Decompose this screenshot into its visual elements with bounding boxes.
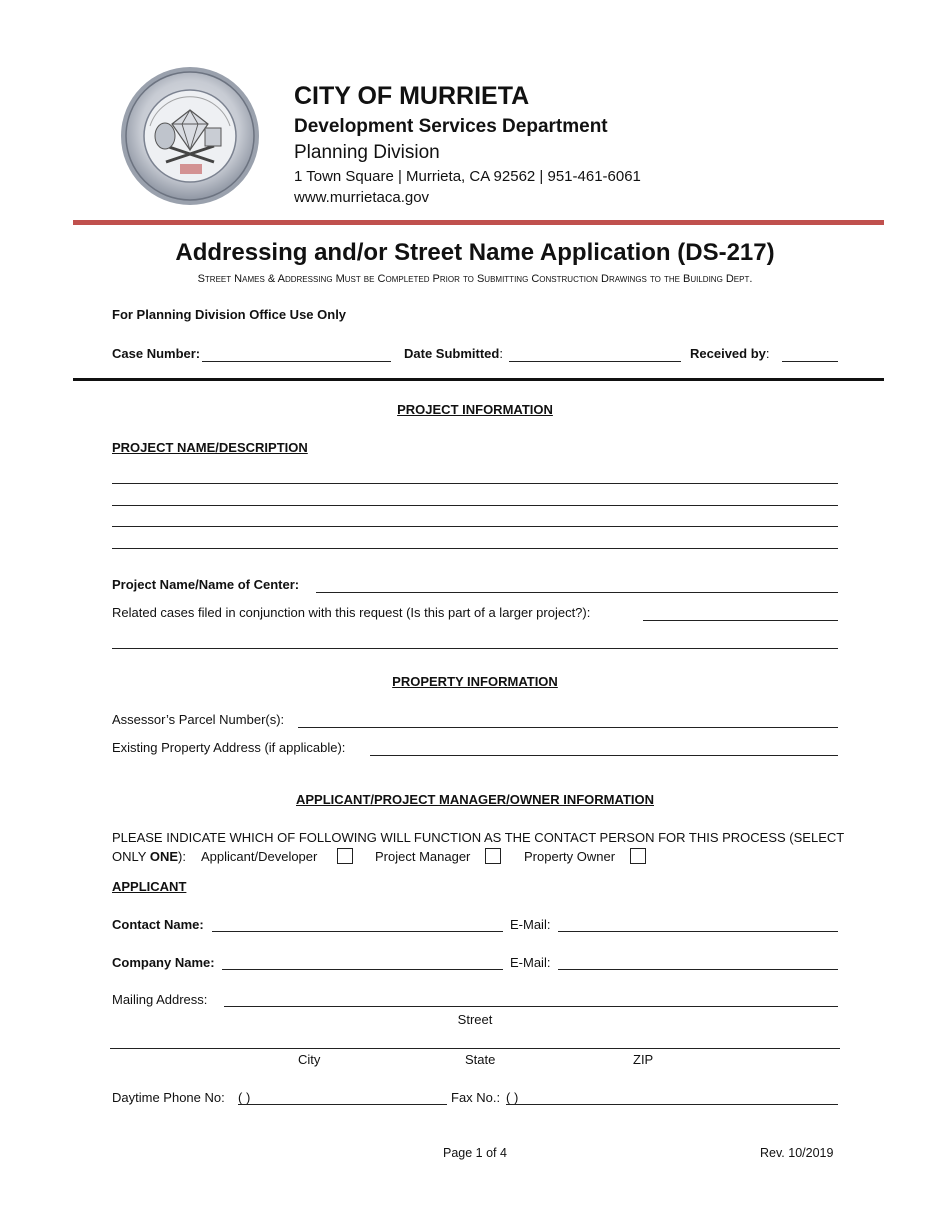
fax-field[interactable] <box>506 1104 838 1105</box>
contact-email-field[interactable] <box>558 931 838 932</box>
header-divider <box>73 220 884 225</box>
option-applicant-developer-checkbox[interactable] <box>337 848 353 864</box>
option-property-owner-label: Property Owner <box>524 849 616 864</box>
street-caption: Street <box>457 1012 493 1027</box>
org-address: 1 Town Square | Murrieta, CA 92562 | 951-461-6061 <box>294 168 641 185</box>
form-title: Addressing and/or Street Name Application (DS-217) <box>175 239 775 266</box>
project-info-section-title: PROJECT INFORMATION <box>397 402 553 417</box>
description-line[interactable] <box>112 483 838 484</box>
existing-address-field[interactable] <box>370 755 838 756</box>
option-property-owner-checkbox[interactable] <box>630 848 646 864</box>
project-name-description-heading: PROJECT NAME/DESCRIPTION <box>112 440 308 455</box>
office-use-heading: For Planning Division Office Use Only <box>112 307 347 322</box>
company-email-field[interactable] <box>558 969 838 970</box>
daytime-phone-area-code: ( ) <box>238 1090 251 1105</box>
city-caption: City <box>298 1052 321 1067</box>
zip-caption: ZIP <box>633 1052 654 1067</box>
description-line[interactable] <box>112 526 838 527</box>
revision-date: Rev. 10/2019 <box>760 1146 834 1160</box>
case-number-field[interactable] <box>202 361 391 362</box>
state-caption: State <box>465 1052 496 1067</box>
mailing-address-label: Mailing Address: <box>112 992 208 1007</box>
office-use-divider <box>73 378 884 381</box>
daytime-phone-label: Daytime Phone No: <box>112 1090 225 1105</box>
org-name: CITY OF MURRIETA <box>294 82 530 110</box>
option-project-manager-label: Project Manager <box>375 849 471 864</box>
department-name: Development Services Department <box>294 116 608 137</box>
form-subtitle: Street Names & Addressing Must be Completed Prior to Submitting Construction Drawings to the Building Dept. <box>197 273 753 285</box>
applicant-heading: APPLICANT <box>112 879 187 894</box>
daytime-phone-field[interactable] <box>238 1104 447 1105</box>
fax-area-code: ( ) <box>506 1090 519 1105</box>
apn-field[interactable] <box>298 727 838 728</box>
option-project-manager-checkbox[interactable] <box>485 848 501 864</box>
option-applicant-developer-label: Applicant/Developer <box>201 849 318 864</box>
related-cases-label: Related cases filed in conjunction with this request (Is this part of a larger project?): <box>112 605 591 620</box>
project-name-of-center-label: Project Name/Name of Center: <box>112 577 300 592</box>
case-number-label: Case Number: <box>112 346 201 361</box>
company-name-label: Company Name: <box>112 955 215 970</box>
division-name: Planning Division <box>294 142 440 163</box>
description-line[interactable] <box>112 505 838 506</box>
mailing-street-field[interactable] <box>224 1006 838 1007</box>
contact-email-label: E-Mail: <box>510 917 551 932</box>
org-website[interactable]: www.murrietaca.gov <box>294 189 430 206</box>
city-seal-logo <box>120 66 260 206</box>
apn-label: Assessor’s Parcel Number(s): <box>112 712 285 727</box>
project-name-of-center-field[interactable] <box>316 592 838 593</box>
company-name-field[interactable] <box>222 969 503 970</box>
company-email-label: E-Mail: <box>510 955 551 970</box>
contact-instruction-continued: ONLY ONE): <box>112 849 186 864</box>
existing-address-label: Existing Property Address (if applicable): <box>112 740 346 755</box>
date-submitted-label: Date Submitted: <box>404 346 503 361</box>
property-info-section-title: PROPERTY INFORMATION <box>392 674 558 689</box>
related-cases-field[interactable] <box>643 620 838 621</box>
received-by-field[interactable] <box>782 361 838 362</box>
contact-instruction: PLEASE INDICATE WHICH OF FOLLOWING WILL FUNCTION AS THE CONTACT PERSON FOR THIS PROCESS (SELECT <box>112 830 845 845</box>
contact-name-label: Contact Name: <box>112 917 204 932</box>
received-by-label: Received by: <box>690 346 770 361</box>
mailing-city-state-zip-field[interactable] <box>110 1048 840 1049</box>
description-line[interactable] <box>112 548 838 549</box>
related-cases-field-continued[interactable] <box>112 648 838 649</box>
applicant-info-section-title: APPLICANT/PROJECT MANAGER/OWNER INFORMATION <box>296 792 654 807</box>
fax-label: Fax No.: <box>451 1090 501 1105</box>
page-number: Page 1 of 4 <box>443 1146 507 1160</box>
date-submitted-field[interactable] <box>509 361 681 362</box>
contact-name-field[interactable] <box>212 931 503 932</box>
